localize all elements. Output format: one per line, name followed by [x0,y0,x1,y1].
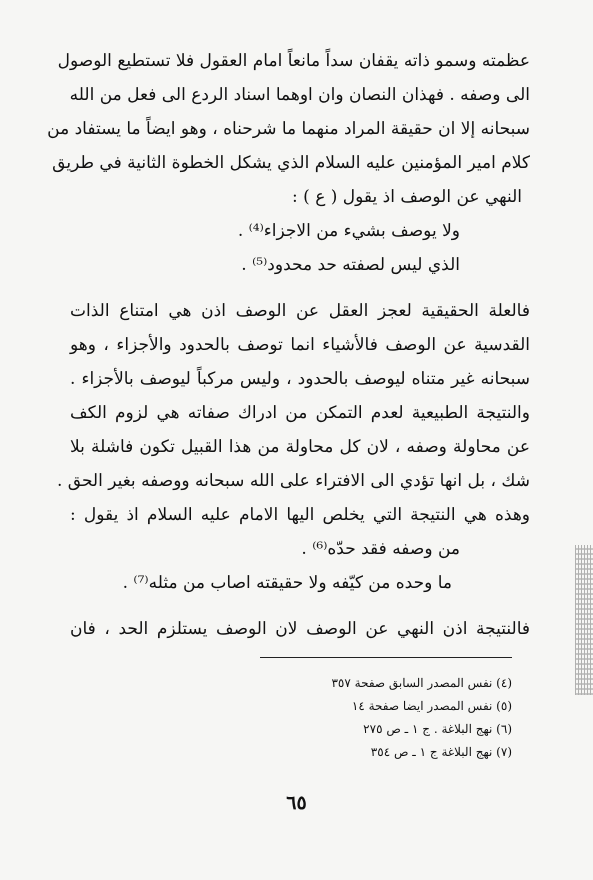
scan-edge-artifact [575,545,593,695]
text-line: عظمته وسمو ذاته يقفان سداً مانعاً امام العقول فلا تستطيع الوصول [57,51,530,71]
text-line: الى وصفه . فهذان النصان وان اوهما اسناد الردع الى فعل من الله [69,85,530,105]
footnote-5: (٥) نفس المصدر ايضا صفحة ١٤ [351,699,512,713]
footnote-divider [260,657,512,658]
quote-line: من وصفه فقد حدّه⁽⁶⁾ . [301,539,460,559]
footnote-7: (٧) نهج البلاغة ج ١ ـ ص ٣٥٤ [370,745,512,759]
text-line: وهذه هي النتيجة التي يخلص اليها الامام عليه السلام اذ يقول : [70,505,530,525]
text-line: عن محاولة وصفه ، لان كل محاولة من هذا القبيل تكون فاشلة بلا [70,437,530,457]
page-number: ٦٥ [286,792,307,814]
main-text [47,44,530,646]
text-line: سبحانه إلا ان حقيقة المراد منهما ما شرحناه ، وهو ايضاً ما يستفاد من [47,119,530,139]
quote-line: ولا يوصف بشيء من الاجزاء⁽⁴⁾ . [237,221,460,241]
quotation-1 [70,214,530,282]
quote-line: ما وحده من كيّفه ولا حقيقته اصاب من مثله⁽⁷⁾ . [122,573,452,593]
text-line: سبحانه غير متناه ليوصف بالحدود ، وليس مركباً ليوصف بالأجزاء . [70,369,530,389]
quote-line: الذي ليس لصفته حد محدود⁽⁵⁾ . [241,255,460,275]
paragraph-3 [70,612,530,646]
text-line: كلام امير المؤمنين عليه السلام الذي يشكل الخطوة الثانية في طريق [52,153,530,173]
footnote-4: (٤) نفس المصدر السابق صفحة ٣٥٧ [331,676,512,690]
paragraph-2 [56,294,530,532]
text-line: والنتيجة الطبيعية لعدم التمكن من ادراك صفاته هي لزوم الكف [70,403,530,423]
paragraph-1 [47,44,530,214]
footnote-6: (٦) نهج البلاغة . ج ١ ـ ص ٢٧٥ [363,722,512,736]
text-line: النهي عن الوصف اذ يقول ( ع ) : [292,187,522,207]
footnotes [300,672,512,764]
text-line: شك ، بل انها تؤدي الى الافتراء على الله سبحانه ووصفه بغير الحق . [56,471,530,491]
text-line: فالنتيجة اذن النهي عن الوصف لان الوصف يستلزم الحد ، فان [70,619,530,639]
quotation-2 [70,532,530,600]
text-line: القدسية عن الوصف فالأشياء انما توصف بالحدود والأجزاء ، وهو [70,335,530,355]
text-line: فالعلة الحقيقية لعجز العقل عن الوصف اذن هي امتناع الذات [70,301,530,321]
